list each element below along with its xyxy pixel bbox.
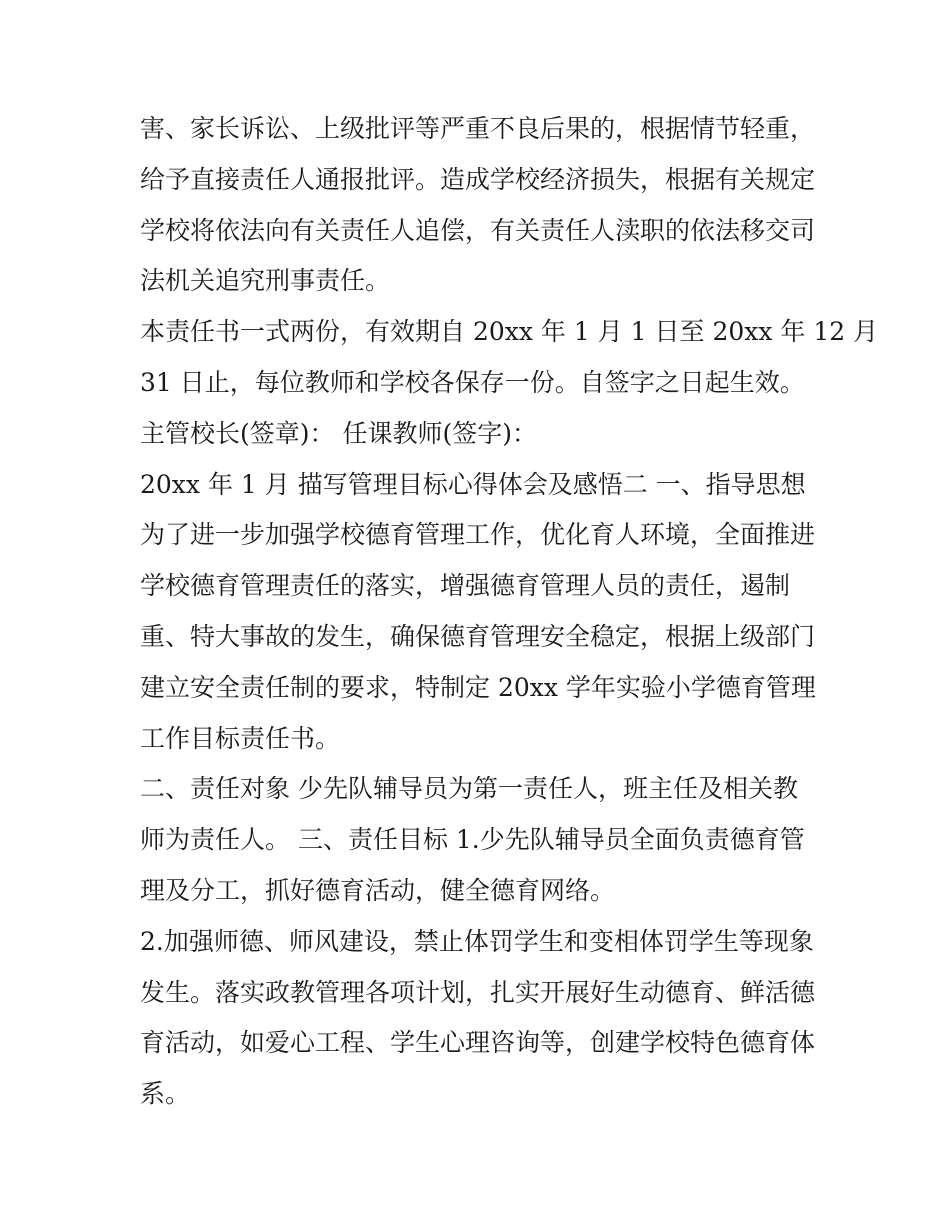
text-line: 给予直接责任人通报批评。造成学校经济损失，根据有关规定: [140, 164, 816, 194]
text-line: 法机关追究刑事责任。: [140, 266, 391, 296]
text-line: 理及分工，抓好德育活动，健全德育网络。: [140, 875, 616, 905]
text-line: 发生。落实政教管理各项计划，扎实开展好生动德育、鲜活德: [140, 977, 816, 1007]
text-line: 育活动，如爱心工程、学生心理咨询等，创建学校特色德育体: [140, 1028, 816, 1058]
text-line: 重、特大事故的发生，确保德育管理安全稳定，根据上级部门: [140, 621, 816, 651]
text-line: 本责任书一式两份，有效期自 20xx 年 1 月 1 日至 20xx 年 12 月: [140, 317, 879, 347]
document-body: [140, 104, 879, 1120]
text-line: 20xx 年 1 月 描写管理目标心得体会及感悟二 一、指导思想: [140, 469, 806, 499]
text-line: 系。: [140, 1079, 191, 1109]
text-line: 学校德育管理责任的落实，增强德育管理人员的责任，遏制: [140, 571, 791, 601]
text-line: 害、家长诉讼、上级批评等严重不良后果的，根据情节轻重，: [140, 114, 816, 143]
text-line: 31 日止，每位教师和学校各保存一份。自签字之日起生效。: [140, 367, 805, 397]
signature-line: 主管校长(签章)： 任课教师(签字)：: [140, 418, 537, 448]
text-line: 师为责任人。 三、责任目标 1.少先队辅导员全面负责德育管: [140, 825, 805, 855]
text-line: 工作目标责任书。: [140, 723, 341, 753]
text-line: 学校将依法向有关责任人追偿，有关责任人渎职的依法移交司: [140, 215, 816, 245]
text-line: 二、责任对象 少先队辅导员为第一责任人，班主任及相关教: [140, 774, 798, 804]
text-line: 为了进一步加强学校德育管理工作，优化育人环境，全面推进: [140, 520, 816, 550]
text-line: 建立安全责任制的要求，特制定 20xx 学年实验小学德育管理: [140, 672, 816, 702]
text-line: 2.加强师德、师风建设，禁止体罚学生和变相体罚学生等现象: [140, 926, 814, 956]
